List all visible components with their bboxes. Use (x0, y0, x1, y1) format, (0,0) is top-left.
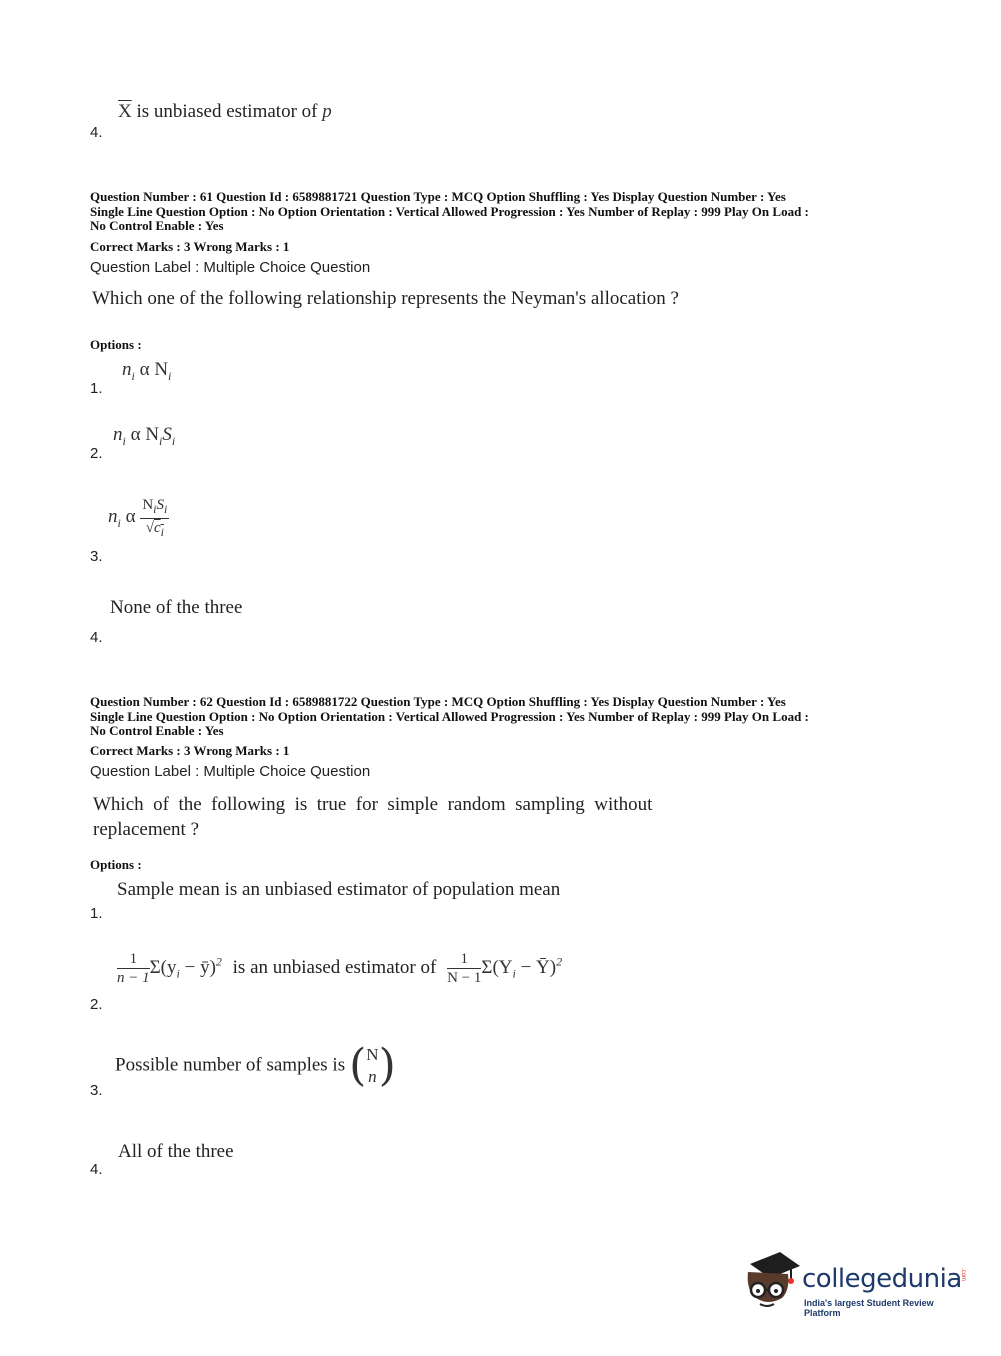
q61-option-2-number: 2. (90, 445, 103, 462)
mascot-icon (742, 1250, 802, 1314)
q61-options-heading: Options : (90, 337, 142, 352)
q61-marks: Correct Marks : 3 Wrong Marks : 1 (90, 239, 290, 254)
q61-option-4-number: 4. (90, 629, 103, 646)
q62-options-heading: Options : (90, 857, 142, 872)
q61-label: Question Label : Multiple Choice Question (90, 259, 371, 276)
q61-option-1-number: 1. (90, 380, 103, 397)
q62-option-2-number: 2. (90, 996, 103, 1013)
q62-option-4-number: 4. (90, 1161, 103, 1178)
q62-option-4-text: All of the three (118, 1141, 234, 1162)
q62-option-1-text: Sample mean is an unbiased estimator of population mean (117, 879, 561, 900)
q62-marks: Correct Marks : 3 Wrong Marks : 1 (90, 743, 290, 758)
prev-option-4-text: $\overline{X}$ is unbiased estimator of p (118, 101, 332, 122)
logo-tagline: India's largest Student Review Platform (804, 1298, 934, 1318)
q61-option-3-formula: $n_i$ α $\frac{N_iS_i}{√c_i}$ (108, 497, 168, 539)
q62-label: Question Label : Multiple Choice Question (90, 763, 371, 780)
q62-question-text: Which of the following is true for simple random sampling without replacement ? (93, 794, 653, 840)
q61-option-2-formula: $n_i$ α $N_iS_i$ (113, 424, 176, 448)
q61-option-1-formula: $n_i$ α $N_i$ (122, 359, 172, 383)
logo-wordmark: collegedunia (802, 1264, 962, 1294)
q62-option-2-formula: $\frac{1}{n - 1}$ $\Sigma(y_i$ − ȳ)$^2$ is an unbiased estimator of $\frac{1}{N - 1}$ $\Sigma(Y_i$ − Ȳ)$^2$ (117, 951, 563, 986)
q62-option-3-formula: Possible number of samples is ( N n ) (115, 1040, 396, 1091)
q61-metadata: Question Number : 61 Question Id : 6589881721 Question Type : MCQ Option Shuffling : Yes Display Question Number : Yes Single Line Question Option : No Option Orientation : Vertical Allowed Progression : Yes Number of Replay : 999 Play On Load : No Control Enable : Yes (90, 189, 809, 233)
q62-option-3-number: 3. (90, 1082, 103, 1099)
q61-option-4-text: None of the three (110, 597, 243, 618)
q61-question-text: Which one of the following relationship represents the Neyman's allocation ? (92, 288, 679, 309)
logo-com: .com (960, 1268, 966, 1282)
prev-option-4-number: 4. (90, 124, 103, 141)
q62-option-1-number: 1. (90, 905, 103, 922)
collegedunia-logo (742, 1250, 967, 1320)
q61-option-3-number: 3. (90, 548, 103, 565)
q62-metadata: Question Number : 62 Question Id : 6589881722 Question Type : MCQ Option Shuffling : Yes Display Question Number : Yes Single Line Question Option : No Option Orientation : Vertical Allowed Progression : Yes Number of Replay : 999 Play On Load : No Control Enable : Yes (90, 694, 809, 738)
